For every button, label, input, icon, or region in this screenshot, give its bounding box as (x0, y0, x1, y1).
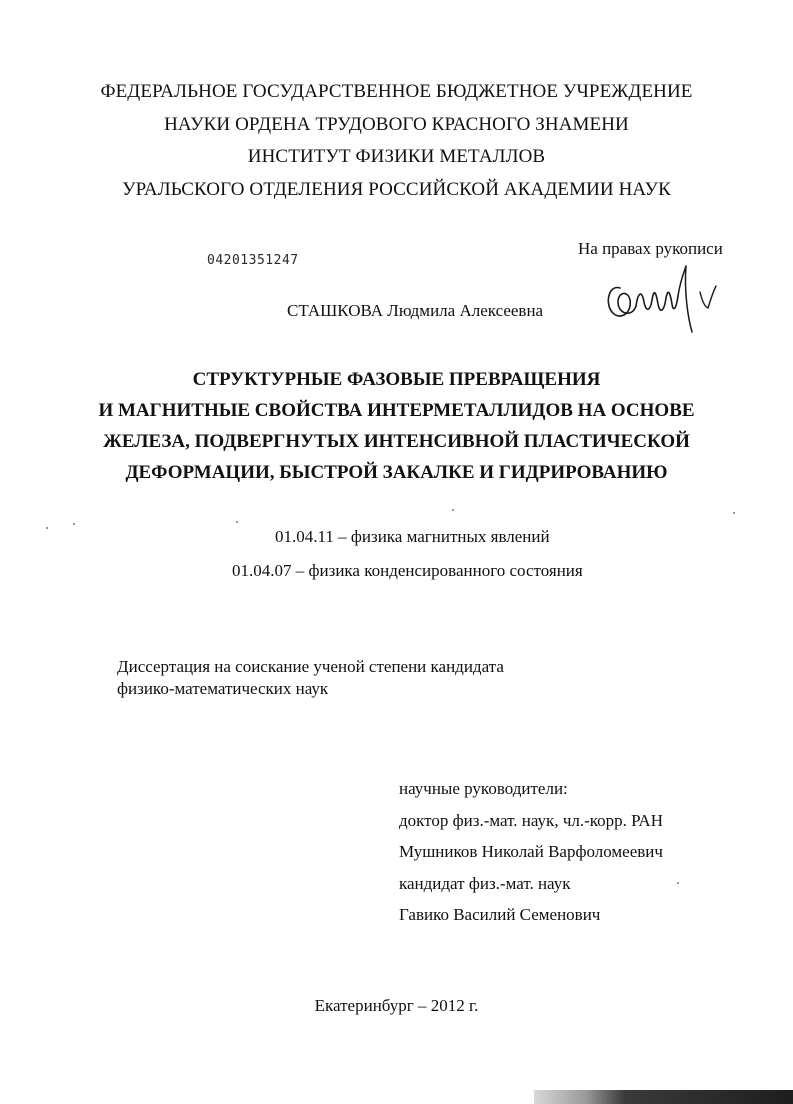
degree-line-2: физико-математических наук (117, 679, 329, 698)
scan-speck (73, 523, 75, 525)
handwritten-signature (598, 262, 728, 334)
supervisors-block (399, 773, 663, 931)
rights-note: На правах рукописи (578, 239, 723, 258)
scan-speck (452, 509, 454, 511)
scan-speck (733, 512, 735, 514)
title-line-1: СТРУКТУРНЫЕ ФАЗОВЫЕ ПРЕВРАЩЕНИЯ (192, 369, 601, 390)
institution-line-2: НАУКИ ОРДЕНА ТРУДОВОГО КРАСНОГО ЗНАМЕНИ (164, 113, 629, 135)
institution-line-1: ФЕДЕРАЛЬНОЕ ГОСУДАРСТВЕННОЕ БЮДЖЕТНОЕ УЧРЕЖДЕНИЕ (100, 81, 693, 102)
scan-speck (46, 527, 48, 529)
scan-speck (236, 521, 238, 523)
supervisor-2-degree: кандидат физ.-мат. наук (399, 873, 571, 893)
institution-line-4: УРАЛЬСКОГО ОТДЕЛЕНИЯ РОССИЙСКОЙ АКАДЕМИИ НАУК (122, 178, 671, 200)
scan-edge-bar (534, 1090, 793, 1104)
author-name: СТАШКОВА Людмила Алексеевна (287, 301, 544, 320)
specialty-code-1: 01.04.11 – физика магнитных явлений (275, 527, 550, 546)
dissertation-degree (117, 656, 504, 700)
supervisors-heading: научные руководители: (399, 779, 568, 798)
archive-number: 04201351247 (207, 253, 299, 268)
dissertation-title (0, 364, 793, 488)
supervisor-1-degree: доктор физ.-мат. наук, чл.-корр. РАН (399, 810, 663, 830)
place-and-year: Екатеринбург – 2012 г. (314, 996, 479, 1015)
degree-line-1: Диссертация на соискание ученой степени кандидата (117, 657, 504, 676)
supervisor-2-name: Гавико Василий Семенович (399, 905, 601, 924)
institution-header (0, 76, 793, 206)
title-line-2: И МАГНИТНЫЕ СВОЙСТВА ИНТЕРМЕТАЛЛИДОВ НА ОСНОВЕ (98, 400, 695, 421)
scan-speck (677, 882, 679, 884)
title-line-3: ЖЕЛЕЗА, ПОДВЕРГНУТЫХ ИНТЕНСИВНОЙ ПЛАСТИЧЕСКОЙ (103, 431, 690, 452)
specialty-code-2: 01.04.07 – физика конденсированного состояния (232, 561, 583, 580)
institution-line-3: ИНСТИТУТ ФИЗИКИ МЕТАЛЛОВ (247, 146, 546, 167)
title-line-4: ДЕФОРМАЦИИ, БЫСТРОЙ ЗАКАЛКЕ И ГИДРИРОВАНИЮ (125, 462, 668, 483)
supervisor-1-name: Мушников Николай Варфоломеевич (399, 842, 663, 861)
